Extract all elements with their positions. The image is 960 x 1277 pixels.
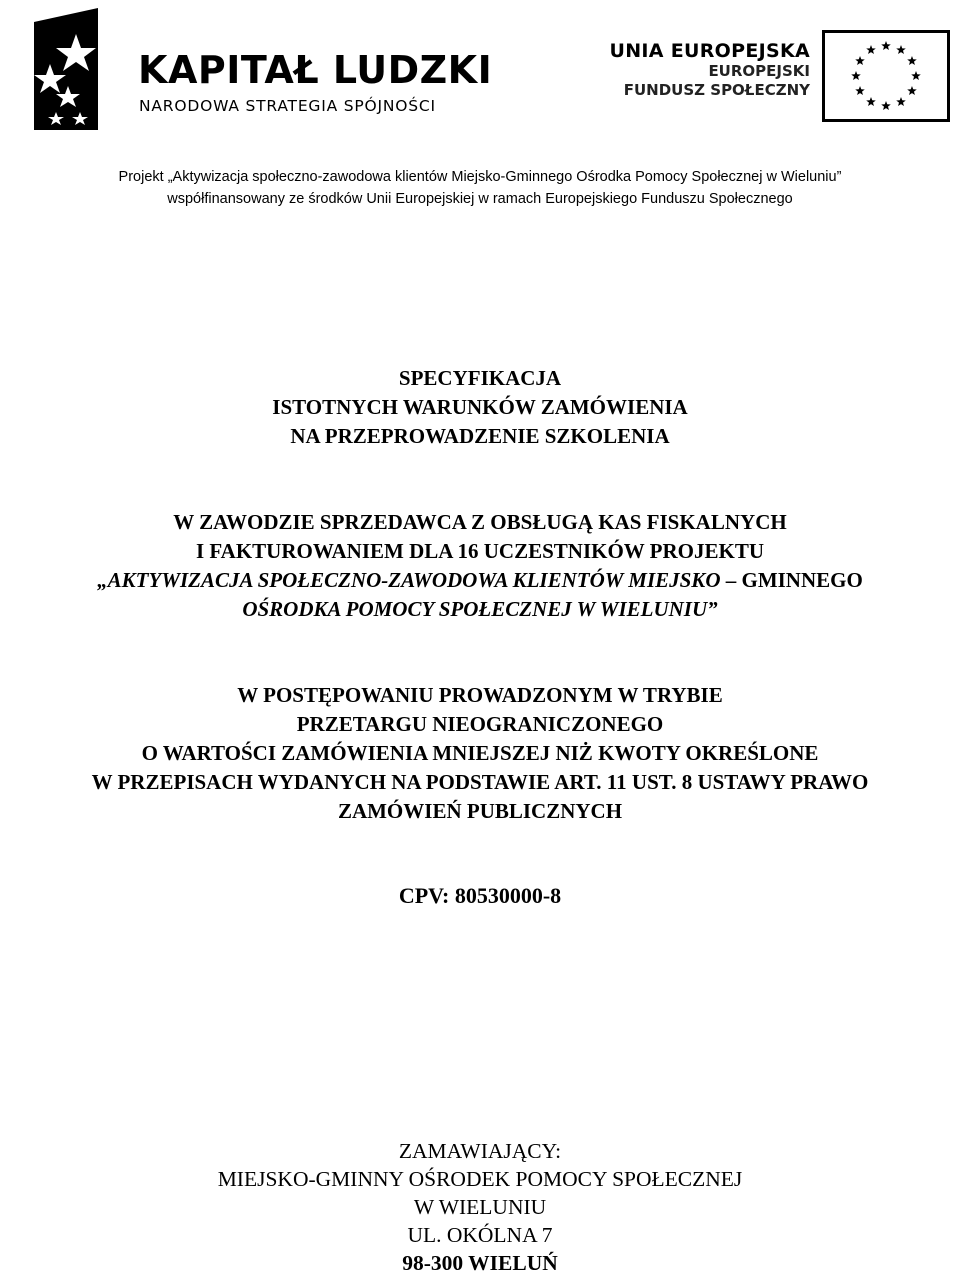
kapital-ludzki-title: KAPITAŁ LUDZKI: [138, 48, 493, 92]
subject-line-3-rest: – GMINNEGO: [720, 568, 863, 592]
training-subject: [0, 508, 960, 624]
eu-logo-line1: UNIA EUROPEJSKA: [609, 40, 810, 62]
procedure-line-4: W PRZEPISACH WYDANYCH NA PODSTAWIE ART. 11 UST. 8 USTAWY PRAWO: [91, 770, 869, 794]
eu-logo-text: [610, 40, 811, 100]
contracting-city-line: W WIELUNIU: [413, 1195, 547, 1219]
spec-line-3: NA PRZEPROWADZENIE SZKOLENIA: [290, 424, 670, 448]
spec-line-1: SPECYFIKACJA: [398, 366, 562, 390]
cpv-text: CPV: 80530000-8: [398, 883, 562, 908]
specification-title: [0, 364, 960, 451]
eu-flag-icon: [822, 30, 950, 122]
eu-logo-line2: EUROPEJSKI: [708, 62, 810, 80]
subject-line-4: OŚRODKA POMOCY SPOŁECZNEJ W WIELUNIU”: [242, 597, 718, 621]
procedure-description: [0, 681, 960, 826]
procedure-line-3: O WARTOŚCI ZAMÓWIENIA MNIEJSZEJ NIŻ KWOTY OKREŚLONE: [141, 741, 819, 765]
eu-logo-line3: FUNDUSZ SPOŁECZNY: [623, 81, 810, 99]
procedure-line-5: ZAMÓWIEŃ PUBLICZNYCH: [337, 799, 623, 823]
kapital-ludzki-subtitle: NARODOWA STRATEGIA SPÓJNOŚCI: [139, 97, 436, 115]
kapital-ludzki-stars-icon: [28, 4, 128, 134]
contracting-street: UL. OKÓLNA 7: [407, 1223, 553, 1247]
procedure-line-2: PRZETARGU NIEOGRANICZONEGO: [296, 712, 664, 736]
cpv-code: [0, 881, 960, 910]
contracting-postal: 98-300 WIELUŃ: [402, 1251, 558, 1275]
contracting-label: ZAMAWIAJĄCY:: [398, 1139, 562, 1163]
procedure-line-1: W POSTĘPOWANIU PROWADZONYM W TRYBIE: [237, 683, 723, 707]
kapital-ludzki-logo: [28, 4, 493, 134]
subject-line-1: W ZAWODZIE SPRZEDAWCA Z OBSŁUGĄ KAS FISKALNYCH: [173, 510, 787, 534]
subject-line-2: I FAKTUROWANIEM DLA 16 UCZESTNIKÓW PROJEKTU: [195, 539, 765, 563]
spec-line-2: ISTOTNYCH WARUNKÓW ZAMÓWIENIA: [272, 395, 688, 419]
contracting-authority: [0, 1137, 960, 1277]
subject-line-3: [0, 566, 960, 595]
project-line-1: Projekt „Aktywizacja społeczno-zawodowa klientów Miejsko-Gminnego Ośrodka Pomocy Społecznej w Wieluniu”: [118, 169, 842, 185]
project-line-2: współfinansowany ze środków Unii Europejskiej w ramach Europejskiego Funduszu Społecznego: [167, 191, 793, 207]
contracting-name: MIEJSKO-GMINNY OŚRODEK POMOCY SPOŁECZNEJ: [217, 1167, 743, 1191]
eu-efs-logo: [609, 30, 950, 125]
subject-line-3-italic: „AKTYWIZACJA SPOŁECZNO-ZAWODOWA KLIENTÓW MIEJSKO: [97, 568, 721, 592]
project-description: [0, 166, 960, 210]
